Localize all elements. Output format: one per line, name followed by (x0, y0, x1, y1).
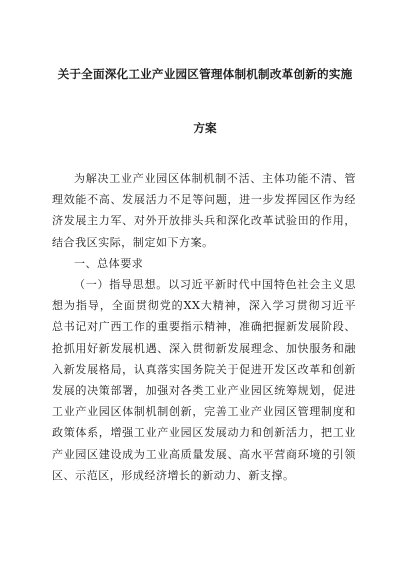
section-heading: 一、总体要求 (74, 256, 144, 270)
document-title-line1: 关于全面深化工业产业园区管理体制机制改革创新的实施 (57, 67, 353, 81)
guiding-thought-paragraph: （一）指导思想。以习近平新时代中国特色社会主义思想为指导，全面贯彻党的XX大精神，深入学习贯彻习近平总书记对广西工作的重要指示精神，准确把握新发展阶段、抢抓用好新发展机遇、深入贯彻新发展理念、加快服务和融入新发展格局，认真落实国务院关于促进开发区改革和创新发展的决策部署，加强对各类工业产业园区统筹规划，促进工业产业园区体制机制创新，完善工业产业园区管理制度和政策体系，增强工业产业园区发展动力和创新活力，把工业产业园区建设成为工业高质量发展、高水平营商环境的引领区、示范区，形成经济增长的新动力、新支撑。 (52, 278, 356, 482)
document-body (52, 168, 356, 486)
intro-paragraph: 为解决工业产业园区体制机制不活、主体功能不清、管理效能不高、发展活力不足等问题，进一步发挥园区作为经济发展主力军、对外开放排头兵和深化改革试验田的作用，结合我区实际，制定如下方案。 (52, 172, 356, 249)
document-title-line2: 方案 (193, 121, 217, 135)
